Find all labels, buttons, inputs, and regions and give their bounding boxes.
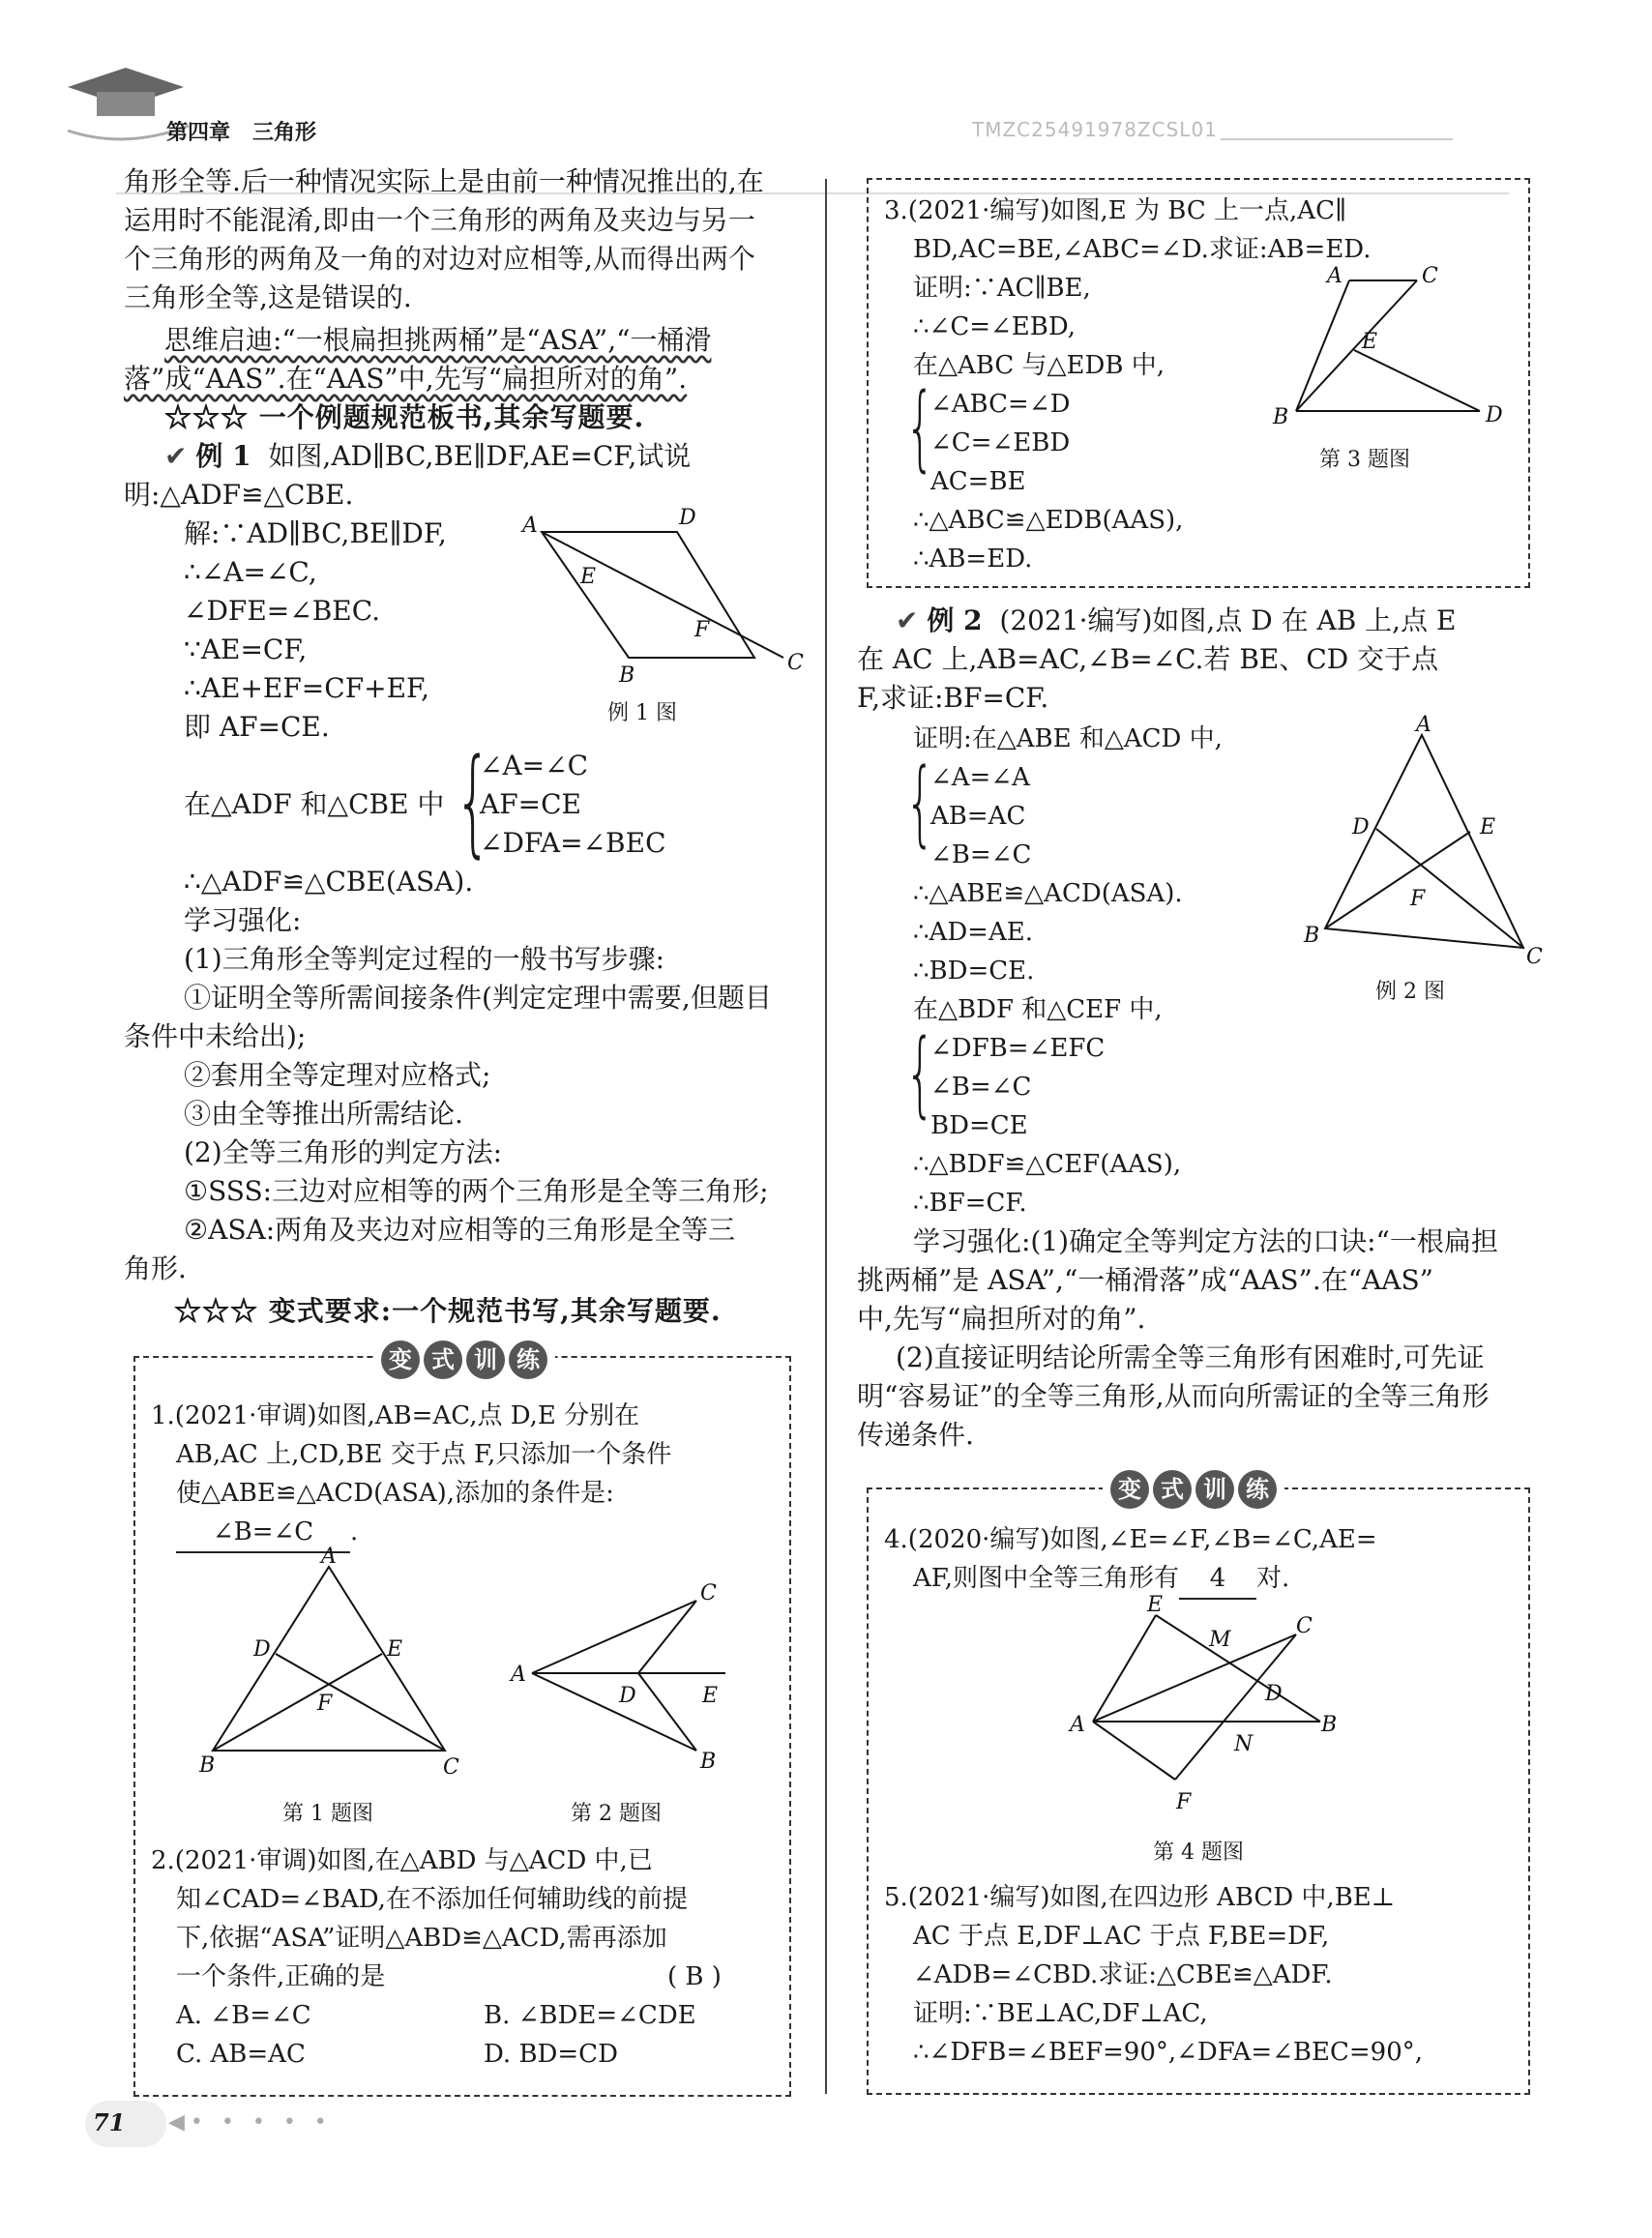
study-line: 传递条件. <box>857 1419 974 1451</box>
hint-line: 思维启迪:“一根扁担挑两桶”是“ASA”,“一桶滑 <box>164 324 712 356</box>
svg-text:D: D <box>679 506 696 530</box>
study-line: ②套用全等定理对应格式; <box>184 1059 491 1091</box>
example-2-heading: ✔ 例 2 (2021·编写)如图,点 D 在 AB 上,点 E <box>896 604 1457 636</box>
svg-text:N: N <box>1234 1732 1254 1756</box>
option-c: C. AB=AC <box>176 2040 306 2069</box>
solution-line: 在△ADF 和△CBE 中 <box>184 788 445 820</box>
stars-note: ☆☆☆ 变式要求:一个规范书写,其余写题要. <box>174 1295 722 1327</box>
svg-text:E: E <box>702 1684 719 1708</box>
proof-line: 证明:∵AC∥BE, <box>913 274 1091 303</box>
example-1-heading: ✔ 例 1 如图,AD∥BC,BE∥DF,AE=CF,试说 <box>164 440 692 472</box>
study-line: ①SSS:三边对应相等的两个三角形是全等三角形; <box>184 1175 769 1207</box>
column-divider <box>825 179 827 2094</box>
proof-line: 在△BDF 和△CEF 中, <box>913 995 1163 1024</box>
option-a: A. ∠B=∠C <box>176 2001 311 2030</box>
proof-line: ∴BD=CE. <box>913 957 1035 986</box>
chapter-label: 第四章 三角形 <box>166 121 317 145</box>
solution-line: ∴△ADF≌△CBE(ASA). <box>184 866 474 898</box>
question-5-line: ∠ADB=∠CBD.求证:△CBE≌△ADF. <box>913 1960 1333 1989</box>
brace-item: BD=CE <box>930 1111 1028 1140</box>
study-line: 条件中未给出); <box>124 1020 307 1052</box>
example-2-text: 在 AC 上,AB=AC,∠B=∠C.若 BE、CD 交于点 <box>857 643 1439 675</box>
proof-line: 证明:∵BE⊥AC,DF⊥AC, <box>913 1999 1208 2028</box>
page-code: TMZC25491978ZCSL01 <box>972 118 1218 141</box>
question-4-caption: 第 4 题图 <box>1153 1840 1244 1865</box>
question-3-line: 3.(2021·编写)如图,E 为 BC 上一点,AC∥ <box>884 196 1346 225</box>
study-line: (2)直接证明结论所需全等三角形有困难时,可先证 <box>896 1341 1485 1373</box>
study-line: ①证明全等所需间接条件(判定定理中需要,但题目 <box>184 982 772 1014</box>
question-2-line: 一个条件,正确的是 <box>176 1962 386 1991</box>
svg-text:B: B <box>700 1750 717 1774</box>
brace-item: AC=BE <box>930 467 1026 496</box>
brace-item: ∠DFB=∠EFC <box>930 1034 1106 1063</box>
svg-text:A: A <box>1416 713 1431 737</box>
question-1-line: AB,AC 上,CD,BE 交于点 F,只添加一个条件 <box>176 1440 672 1469</box>
svg-text:C: C <box>443 1755 459 1780</box>
svg-text:B: B <box>1304 924 1320 948</box>
example-1-text: 明:△ADF≌△CBE. <box>124 479 354 511</box>
svg-text:F: F <box>694 618 710 642</box>
proof-line: 在△ABC 与△EDB 中, <box>913 351 1165 380</box>
question-3-line: BD,AC=BE,∠ABC=∠D.求证:AB=ED. <box>913 235 1372 264</box>
example-1-caption: 例 1 图 <box>607 701 677 725</box>
hint-line: 落”成“AAS”.在“AAS”中,先写“扁担所对的角”. <box>124 363 688 395</box>
svg-text:F: F <box>317 1692 333 1716</box>
svg-text:E: E <box>580 565 597 589</box>
svg-text:D: D <box>619 1684 636 1708</box>
study-line: 挑两桶”是 ASA”,“一桶滑落”成“AAS”.在“AAS” <box>857 1264 1433 1296</box>
question-2-answer: ( B ) <box>667 1962 722 1991</box>
svg-text:F: F <box>1410 887 1426 911</box>
proof-line: ∴∠C=∠EBD, <box>913 312 1077 341</box>
svg-text:C: C <box>787 651 804 675</box>
study-line: 中,先写“扁担所对的角”. <box>857 1303 1146 1335</box>
check-icon: ✔ <box>896 604 919 636</box>
example-2-text: F,求证:BF=CF. <box>857 682 1049 714</box>
study-line: 学习强化:(1)确定全等判定方法的口诀:“一根扁担 <box>913 1225 1498 1257</box>
study-line: 学习强化: <box>184 904 302 936</box>
solution-line: ∴∠A=∠C, <box>184 556 317 588</box>
option-d: D. BD=CD <box>484 2040 618 2069</box>
proof-line: ∴△BDF≌△CEF(AAS), <box>913 1150 1182 1179</box>
brace: { <box>905 749 935 857</box>
svg-text:D: D <box>1486 403 1503 427</box>
brace-item: ∠DFA=∠BEC <box>480 827 666 859</box>
svg-text:E: E <box>387 1637 403 1662</box>
svg-text:M: M <box>1209 1628 1231 1652</box>
study-line: (1)三角形全等判定过程的一般书写步骤: <box>184 943 665 975</box>
check-icon: ✔ <box>164 440 188 472</box>
question-2-figure <box>503 1576 754 1774</box>
svg-text:C: C <box>1526 945 1543 969</box>
option-b: B. ∠BDE=∠CDE <box>484 2001 696 2030</box>
svg-text:E: E <box>1362 330 1378 354</box>
proof-line: ∴AB=ED. <box>913 545 1033 574</box>
proof-line: ∴BF=CF. <box>913 1189 1027 1218</box>
svg-text:B: B <box>199 1753 216 1778</box>
study-line: 角形. <box>124 1252 187 1284</box>
question-1-line: 使△ABE≌△ACD(ASA),添加的条件是: <box>176 1479 614 1508</box>
question-5-line: 5.(2021·编写)如图,在四边形 ABCD 中,BE⊥ <box>884 1883 1396 1912</box>
brace-item: ∠ABC=∠D <box>930 390 1071 419</box>
intro-line: 个三角形的两角及一角的对边对应相等,从而得出两个 <box>124 243 755 275</box>
svg-text:E: E <box>1147 1593 1164 1617</box>
study-line: 明“容易证”的全等三角形,从而向所需证的全等三角形 <box>857 1380 1490 1412</box>
intro-line: 运用时不能混淆,即由一个三角形的两角及夹边与另一 <box>124 204 755 236</box>
proof-line: 证明:在△ABE 和△ACD 中, <box>913 724 1223 753</box>
brace: { <box>455 735 492 869</box>
svg-text:D: D <box>253 1637 271 1662</box>
question-3-figure <box>1257 261 1528 435</box>
solution-line: ∴AE+EF=CF+EF, <box>184 672 429 704</box>
question-2-caption: 第 2 题图 <box>571 1802 662 1826</box>
question-3-caption: 第 3 题图 <box>1319 448 1410 472</box>
solution-line: 解:∵AD∥BC,BE∥DF, <box>184 517 447 549</box>
question-2-line: 2.(2021·审调)如图,在△ABD 与△ACD 中,已 <box>151 1846 653 1875</box>
brace-item: AB=AC <box>930 802 1026 831</box>
proof-line: ∴△ABE≌△ACD(ASA). <box>913 879 1183 908</box>
question-4-figure <box>1064 1593 1354 1818</box>
example-1-figure <box>513 503 822 706</box>
question-2-line: 下,依据“ASA”证明△ABD≌△ACD,需再添加 <box>176 1924 667 1953</box>
proof-line: ∴AD=AE. <box>913 918 1033 947</box>
study-line: ②ASA:两角及夹边对应相等的三角形是全等三 <box>184 1214 736 1246</box>
svg-text:B: B <box>1273 405 1289 429</box>
solution-line: ∠DFE=∠BEC. <box>184 595 381 627</box>
question-4-line: AF,则图中全等三角形有 4 对. <box>913 1559 1289 1600</box>
svg-text:B: B <box>1321 1713 1338 1737</box>
intro-line: 角形全等.后一种情况实际上是由前一种情况推出的,在 <box>124 165 764 197</box>
brace-item: ∠B=∠C <box>930 840 1032 869</box>
proof-line: ∴∠DFB=∠BEF=90°,∠DFA=∠BEC=90°, <box>913 2038 1424 2067</box>
svg-text:A: A <box>321 1545 337 1569</box>
svg-text:E: E <box>1480 815 1496 839</box>
svg-text:A: A <box>1070 1713 1085 1737</box>
brace-item: ∠B=∠C <box>930 1073 1032 1102</box>
brace-item: AF=CE <box>480 788 581 820</box>
question-1-caption: 第 1 题图 <box>282 1802 373 1826</box>
brace: { <box>905 1019 935 1128</box>
page-number: 71 <box>93 2108 126 2136</box>
question-1-line: 1.(2021·审调)如图,AB=AC,点 D,E 分别在 <box>151 1401 640 1430</box>
page-dots: ◀• • • • • <box>168 2110 333 2135</box>
svg-text:B: B <box>619 663 635 688</box>
svg-text:A: A <box>511 1663 526 1687</box>
brace-item: ∠A=∠A <box>930 763 1030 792</box>
header-rule <box>1221 138 1453 140</box>
example-2-figure <box>1296 713 1543 969</box>
svg-text:F: F <box>1176 1790 1192 1814</box>
solution-line: ∵AE=CF, <box>184 633 308 665</box>
training-title: 变 式 训 练 <box>373 1340 555 1379</box>
brace: { <box>905 373 935 482</box>
svg-text:C: C <box>700 1581 717 1605</box>
question-1-answer: ∠B=∠C . <box>176 1513 358 1553</box>
svg-text:A: A <box>522 514 538 538</box>
training-title: 变 式 训 练 <box>1103 1470 1284 1509</box>
stars-note: ☆☆☆ 一个例题规范板书,其余写题要. <box>164 401 645 433</box>
solution-line: 即 AF=CE. <box>184 711 330 743</box>
question-2-line: 知∠CAD=∠BAD,在不添加任何辅助线的前提 <box>176 1885 688 1914</box>
brace-item: ∠C=∠EBD <box>930 428 1071 457</box>
intro-line: 三角形全等,这是错误的. <box>124 281 412 313</box>
study-line: (2)全等三角形的判定方法: <box>184 1136 503 1168</box>
study-line: ③由全等推出所需结论. <box>184 1098 463 1130</box>
example-2-caption: 例 2 图 <box>1375 980 1445 1004</box>
question-5-line: AC 于点 E,DF⊥AC 于点 F,BE=DF, <box>913 1922 1330 1951</box>
svg-text:C: C <box>1296 1614 1313 1638</box>
svg-text:D: D <box>1265 1682 1283 1706</box>
question-1-figure <box>193 1547 484 1780</box>
svg-text:D: D <box>1352 815 1370 839</box>
brace-item: ∠A=∠C <box>480 750 589 781</box>
svg-text:C: C <box>1422 264 1438 288</box>
question-4-line: 4.(2020·编写)如图,∠E=∠F,∠B=∠C,AE= <box>884 1525 1377 1554</box>
svg-text:A: A <box>1327 264 1342 288</box>
proof-line: ∴△ABC≌△EDB(AAS), <box>913 506 1184 535</box>
